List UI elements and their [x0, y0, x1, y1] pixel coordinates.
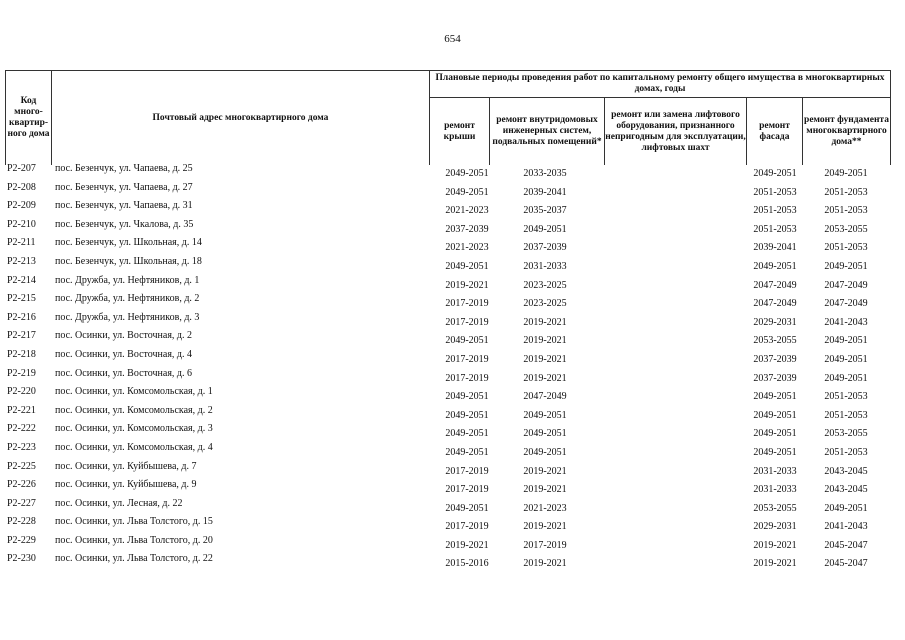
cell-facade: 2047-2049 — [753, 298, 797, 310]
cell-roof: 2017-2019 — [445, 316, 489, 328]
cell-address: пос. Осинки, ул. Куйбышева, д. 7 — [55, 460, 197, 472]
table-body — [5, 165, 891, 574]
cell-address: пос. Дружба, ул. Нефтяников, д. 2 — [55, 293, 200, 305]
cell-foundation: 2049-2051 — [824, 502, 868, 514]
cell-roof: 2019-2021 — [445, 279, 489, 291]
cell-engineering: 2033-2035 — [523, 168, 567, 179]
cell-foundation: 2049-2051 — [824, 168, 868, 179]
cell-foundation: 2049-2051 — [824, 372, 868, 384]
cell-code: Р2-227 — [7, 497, 36, 509]
cell-code: Р2-218 — [7, 348, 36, 360]
cell-address: пос. Осинки, ул. Льва Толстого, д. 20 — [55, 534, 213, 546]
header-foundation: ремонт фундамента многоквартирного дома** — [804, 115, 889, 147]
cell-foundation: 2049-2051 — [824, 260, 868, 272]
cell-address: пос. Осинки, ул. Комсомольская, д. 1 — [55, 386, 213, 398]
cell-facade: 2049-2051 — [753, 409, 797, 421]
cell-address: пос. Осинки, ул. Восточная, д. 2 — [55, 330, 193, 342]
cell-address: пос. Дружба, ул. Нефтяников, д. 1 — [55, 274, 200, 286]
cell-facade: 2047-2049 — [753, 279, 797, 291]
cell-roof: 2049-2051 — [445, 446, 489, 458]
cell-code: Р2-208 — [7, 181, 36, 193]
cell-engineering: 2019-2021 — [523, 465, 567, 477]
cell-engineering: 2049-2051 — [523, 428, 567, 440]
cell-address: пос. Осинки, ул. Куйбышева, д. 9 — [55, 479, 197, 491]
cell-foundation: 2051-2053 — [824, 205, 868, 217]
cell-roof: 2017-2019 — [445, 484, 489, 496]
cell-engineering: 2019-2021 — [523, 484, 567, 496]
cell-code: Р2-209 — [7, 200, 36, 212]
header-lift: ремонт или замена лифтового оборудования, признанного непригодным для эксплуатации, лифтовых шахт — [605, 109, 746, 153]
cell-address: пос. Безенчук, ул. Чапаева, д. 25 — [55, 163, 193, 174]
cell-roof: 2021-2023 — [445, 242, 489, 254]
cell-roof: 2017-2019 — [445, 353, 489, 365]
cell-code: Р2-217 — [7, 330, 36, 342]
cell-facade: 2051-2053 — [753, 205, 797, 217]
cell-foundation: 2051-2053 — [824, 391, 868, 403]
cell-code: Р2-222 — [7, 423, 36, 435]
cell-engineering: 2037-2039 — [523, 242, 567, 254]
cell-roof: 2049-2051 — [445, 502, 489, 514]
cell-roof: 2017-2019 — [445, 465, 489, 477]
cell-facade: 2053-2055 — [753, 335, 797, 347]
cell-facade: 2029-2031 — [753, 316, 797, 328]
cell-address: пос. Безенчук, ул. Чапаева, д. 31 — [55, 200, 193, 212]
cell-code: Р2-225 — [7, 460, 36, 472]
header-address: Почтовый адрес многоквартирного дома — [152, 112, 329, 123]
cell-facade: 2049-2051 — [753, 446, 797, 458]
cell-facade: 2037-2039 — [753, 353, 797, 365]
cell-foundation: 2047-2049 — [824, 298, 868, 310]
cell-foundation: 2043-2045 — [824, 484, 868, 496]
cell-code: Р2-220 — [7, 386, 36, 398]
cell-address: пос. Осинки, ул. Восточная, д. 6 — [55, 367, 193, 379]
page-number: 654 — [444, 33, 461, 45]
cell-address: пос. Осинки, ул. Комсомольская, д. 3 — [55, 423, 213, 435]
cell-code: Р2-221 — [7, 404, 36, 416]
cell-roof: 2049-2051 — [445, 260, 489, 272]
header-roof: ремонт крыши — [443, 120, 476, 142]
cell-code: Р2-219 — [7, 367, 36, 379]
cell-engineering: 2049-2051 — [523, 409, 567, 421]
cell-roof: 2049-2051 — [445, 391, 489, 403]
table-row — [5, 555, 891, 574]
cell-facade: 2039-2041 — [753, 242, 797, 254]
cell-facade: 2049-2051 — [753, 168, 797, 179]
cell-code: Р2-214 — [7, 274, 36, 286]
cell-code: Р2-229 — [7, 534, 36, 546]
cell-roof: 2017-2019 — [445, 372, 489, 384]
cell-lift — [603, 558, 748, 577]
cell-facade: 2051-2053 — [753, 223, 797, 235]
repair-schedule-table — [5, 70, 891, 574]
cell-code: Р2-207 — [7, 163, 36, 174]
cell-facade: 2029-2031 — [753, 521, 797, 533]
cell-facade: 2019-2021 — [753, 558, 797, 570]
header-periods-group: Плановые периоды проведения работ по капитальному ремонту общего имущества в многоквартирных домах, годы — [435, 73, 885, 94]
cell-roof: 2021-2023 — [445, 205, 489, 217]
cell-foundation: 2051-2053 — [824, 409, 868, 421]
cell-engineering: 2019-2021 — [523, 316, 567, 328]
cell-foundation: 2041-2043 — [824, 316, 868, 328]
cell-roof: 2049-2051 — [445, 335, 489, 347]
cell-engineering: 2019-2021 — [523, 353, 567, 365]
cell-engineering: 2039-2041 — [523, 186, 567, 198]
cell-engineering: 2017-2019 — [523, 539, 567, 551]
cell-roof: 2049-2051 — [445, 409, 489, 421]
cell-roof: 2049-2051 — [445, 428, 489, 440]
cell-roof: 2037-2039 — [445, 223, 489, 235]
cell-foundation: 2053-2055 — [824, 428, 868, 440]
table-header — [5, 70, 891, 165]
cell-foundation: 2051-2053 — [824, 242, 868, 254]
cell-engineering: 2031-2033 — [523, 260, 567, 272]
cell-facade: 2031-2033 — [753, 465, 797, 477]
cell-address: пос. Безенчук, ул. Чкалова, д. 35 — [55, 218, 194, 230]
cell-facade: 2053-2055 — [753, 502, 797, 514]
cell-facade: 2049-2051 — [753, 428, 797, 440]
cell-foundation: 2051-2053 — [824, 186, 868, 198]
cell-code: Р2-210 — [7, 218, 36, 230]
cell-code: Р2-228 — [7, 516, 36, 528]
cell-engineering: 2023-2025 — [523, 279, 567, 291]
header-border-right — [890, 71, 891, 165]
cell-engineering: 2021-2023 — [523, 502, 567, 514]
cell-engineering: 2019-2021 — [523, 521, 567, 533]
cell-code: Р2-213 — [7, 255, 36, 267]
cell-foundation: 2051-2053 — [824, 446, 868, 458]
cell-roof: 2049-2051 — [445, 168, 489, 179]
cell-address: пос. Осинки, ул. Льва Толстого, д. 15 — [55, 516, 213, 528]
cell-address: пос. Безенчук, ул. Школьная, д. 18 — [55, 255, 202, 267]
cell-foundation: 2045-2047 — [824, 539, 868, 551]
cell-address: пос. Дружба, ул. Нефтяников, д. 3 — [55, 311, 200, 323]
cell-engineering: 2023-2025 — [523, 298, 567, 310]
cell-address: пос. Осинки, ул. Комсомольская, д. 4 — [55, 441, 213, 453]
cell-foundation: 2041-2043 — [824, 521, 868, 533]
cell-roof: 2019-2021 — [445, 539, 489, 551]
cell-engineering: 2019-2021 — [523, 335, 567, 347]
cell-roof: 2015-2016 — [445, 558, 489, 570]
cell-foundation: 2049-2051 — [824, 353, 868, 365]
cell-engineering: 2019-2021 — [523, 372, 567, 384]
cell-roof: 2017-2019 — [445, 298, 489, 310]
cell-foundation: 2043-2045 — [824, 465, 868, 477]
cell-facade: 2037-2039 — [753, 372, 797, 384]
cell-address: пос. Осинки, ул. Лесная, д. 22 — [55, 497, 183, 509]
cell-engineering: 2047-2049 — [523, 391, 567, 403]
header-engineering: ремонт внутридомовых инженерных систем, подвальных помещений* — [492, 115, 602, 147]
header-code: Код много-квартир-ного дома — [7, 96, 50, 139]
cell-engineering: 2049-2051 — [523, 223, 567, 235]
cell-engineering: 2019-2021 — [523, 558, 567, 570]
cell-foundation: 2049-2051 — [824, 335, 868, 347]
cell-address: пос. Безенчук, ул. Школьная, д. 14 — [55, 237, 202, 249]
cell-roof: 2017-2019 — [445, 521, 489, 533]
cell-engineering: 2049-2051 — [523, 446, 567, 458]
cell-foundation: 2045-2047 — [824, 558, 868, 570]
cell-engineering: 2035-2037 — [523, 205, 567, 217]
cell-facade: 2049-2051 — [753, 260, 797, 272]
cell-facade: 2031-2033 — [753, 484, 797, 496]
cell-code: Р2-216 — [7, 311, 36, 323]
cell-facade: 2051-2053 — [753, 186, 797, 198]
cell-code: Р2-226 — [7, 479, 36, 491]
cell-facade: 2049-2051 — [753, 391, 797, 403]
cell-roof: 2049-2051 — [445, 186, 489, 198]
cell-foundation: 2053-2055 — [824, 223, 868, 235]
cell-address: пос. Осинки, ул. Льва Толстого, д. 22 — [55, 553, 213, 565]
cell-address: пос. Осинки, ул. Комсомольская, д. 2 — [55, 404, 213, 416]
cell-code: Р2-230 — [7, 553, 36, 565]
header-facade: ремонт фасада — [759, 120, 790, 142]
cell-code: Р2-211 — [7, 237, 36, 249]
cell-code: Р2-223 — [7, 441, 36, 453]
cell-code: Р2-215 — [7, 293, 36, 305]
cell-address: пос. Осинки, ул. Восточная, д. 4 — [55, 348, 193, 360]
cell-foundation: 2047-2049 — [824, 279, 868, 291]
cell-facade: 2019-2021 — [753, 539, 797, 551]
cell-address: пос. Безенчук, ул. Чапаева, д. 27 — [55, 181, 193, 193]
